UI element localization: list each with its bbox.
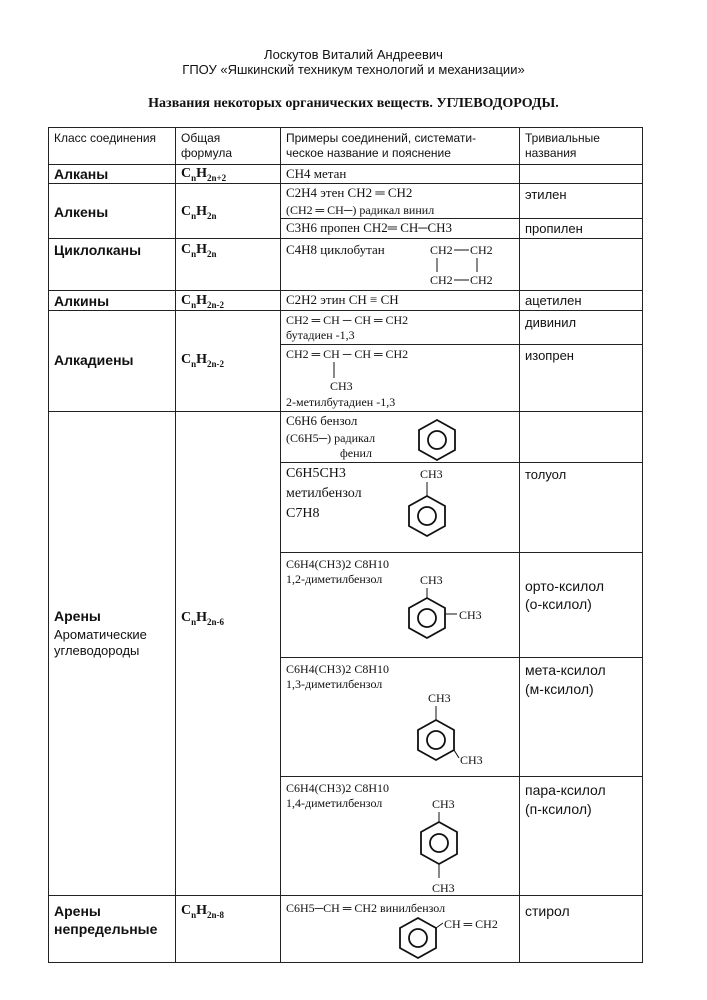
example-oxylene-name: 1,2-диметилбензол xyxy=(286,572,383,586)
institution-name: ГПОУ «Яшкинский техникум технологий и механизации» xyxy=(182,62,525,77)
example-toluene-formula: C7H8 xyxy=(286,506,320,521)
svg-text:CH2: CH2 xyxy=(430,243,453,257)
col-header-trivial-1: Тривиальные xyxy=(525,131,600,145)
svg-text:CH3: CH3 xyxy=(432,881,455,895)
col-header-formula-1: Общая xyxy=(181,131,221,145)
svg-text:CH3: CH3 xyxy=(460,753,483,767)
svg-text:CH3: CH3 xyxy=(330,379,353,393)
styrene-structure xyxy=(396,916,506,960)
example-butadiene-name: бутадиен -1,3 xyxy=(286,328,355,342)
example-toluene: C6H5CH3 xyxy=(286,466,346,481)
svg-text:CH ═ CH2: CH ═ CH2 xyxy=(444,917,498,931)
trivial-isoprene: изопрен xyxy=(525,348,574,363)
formula-cycloalkanes: $C_nH_{2n}$ xyxy=(181,242,217,259)
trivial-acetylene: ацетилен xyxy=(525,293,582,308)
trivial-pxylene-short: (п-ксилол) xyxy=(525,801,592,817)
example-oxylene: C6H4(CH3)2 C8H10 xyxy=(286,557,390,571)
trivial-propylene: пропилен xyxy=(525,221,583,236)
trivial-divinyl: дивинил xyxy=(525,315,577,330)
trivial-oxylene-short: (о-ксилол) xyxy=(525,596,592,612)
document-title: Названия некоторых органических веществ. УГЛЕВОДОРОДЫ. xyxy=(148,96,559,111)
trivial-pxylene: пара-ксилол xyxy=(525,782,606,798)
class-alkynes: Алкины xyxy=(54,293,110,309)
class-alkenes: Алкены xyxy=(54,204,109,220)
formula-alkanes: $C_nH_{2n+2}$ xyxy=(181,166,227,183)
example-styrene: C6H5─CH ═ CH2 винилбензол xyxy=(286,901,446,915)
oxylene-structure xyxy=(405,572,495,642)
svg-text:CH3: CH3 xyxy=(420,467,443,481)
trivial-ethylene: этилен xyxy=(525,187,567,202)
formula-alkenes: $C_nH_{2n}$ xyxy=(181,204,217,221)
example-propene: C3H6 пропен CH2═ CH─CH3 xyxy=(286,220,453,235)
toluene-structure xyxy=(405,466,465,546)
example-pxylene: C6H4(CH3)2 C8H10 xyxy=(286,781,390,795)
svg-text:CH3: CH3 xyxy=(459,608,482,622)
col-header-class: Класс соединения xyxy=(54,131,157,145)
example-alkanes: CH4 метан xyxy=(286,166,347,181)
cyclobutane-structure xyxy=(425,240,497,288)
class-arenes: Арены xyxy=(54,608,101,624)
col-header-examples-1: Примеры соединений, системати- xyxy=(286,131,477,145)
class-arenes-desc-1: Ароматические xyxy=(54,627,147,642)
class-arenes-desc-2: углеводороды xyxy=(54,643,140,658)
svg-text:CH2: CH2 xyxy=(470,273,493,287)
mxylene-structure xyxy=(405,690,495,770)
example-isoprene: CH2 ═ CH ─ CH ═ CH2 xyxy=(286,347,409,361)
example-ethene: C2H4 этен CH2 ═ CH2 xyxy=(286,185,413,200)
col-header-formula-2: формула xyxy=(181,146,233,160)
trivial-mxylene: мета-ксилол xyxy=(525,662,606,678)
example-toluene-name: метилбензол xyxy=(286,486,362,501)
isoprene-methyl-branch xyxy=(330,360,360,393)
example-ethyne: C2H2 этин CH ≡ CH xyxy=(286,292,399,307)
class-alkadienes: Алкадиены xyxy=(54,352,134,368)
author-name: Лоскутов Виталий Андреевич xyxy=(264,47,443,62)
example-phenyl: (C6H5─) радикал xyxy=(286,431,376,445)
formula-alkynes: $C_nH_{2n-2}$ xyxy=(181,293,225,310)
example-vinyl: (CH2 ═ CH─) радикал винил xyxy=(286,203,435,217)
pxylene-structure xyxy=(410,796,480,896)
example-cyclobutane: C4H8 циклобутан xyxy=(286,242,385,257)
class-unsat-arenes-2: непредельные xyxy=(54,921,158,937)
trivial-oxylene: орто-ксилол xyxy=(525,578,605,594)
class-cycloalkanes: Циклолканы xyxy=(54,242,142,258)
trivial-toluene: толуол xyxy=(525,467,567,482)
svg-text:CH3: CH3 xyxy=(420,573,443,587)
svg-text:CH3: CH3 xyxy=(428,691,451,705)
example-isoprene-name: 2-метилбутадиен -1,3 xyxy=(286,395,396,409)
class-alkanes: Алканы xyxy=(54,166,109,182)
formula-arenes: $C_nH_{2n-6}$ xyxy=(181,610,225,627)
col-header-examples-2: ческое название и пояснение xyxy=(286,146,451,160)
benzene-ring xyxy=(415,418,459,462)
trivial-styrene: стирол xyxy=(525,903,570,919)
trivial-mxylene-short: (м-ксилол) xyxy=(525,681,594,697)
svg-text:CH3: CH3 xyxy=(432,797,455,811)
example-pxylene-name: 1,4-диметилбензол xyxy=(286,796,383,810)
class-unsat-arenes: Арены xyxy=(54,903,101,919)
example-mxylene-name: 1,3-диметилбензол xyxy=(286,677,383,691)
example-benzene: C6H6 бензол xyxy=(286,413,358,428)
svg-text:CH2: CH2 xyxy=(430,273,453,287)
formula-unsat-arenes: $C_nH_{2n-8}$ xyxy=(181,903,225,920)
formula-alkadienes: $C_nH_{2n-2}$ xyxy=(181,352,225,369)
example-butadiene: CH2 ═ CH ─ CH ═ CH2 xyxy=(286,313,409,327)
col-header-trivial-2: названия xyxy=(525,146,577,160)
example-mxylene: C6H4(CH3)2 C8H10 xyxy=(286,662,390,676)
svg-text:CH2: CH2 xyxy=(470,243,493,257)
example-phenyl-2: фенил xyxy=(340,446,372,460)
